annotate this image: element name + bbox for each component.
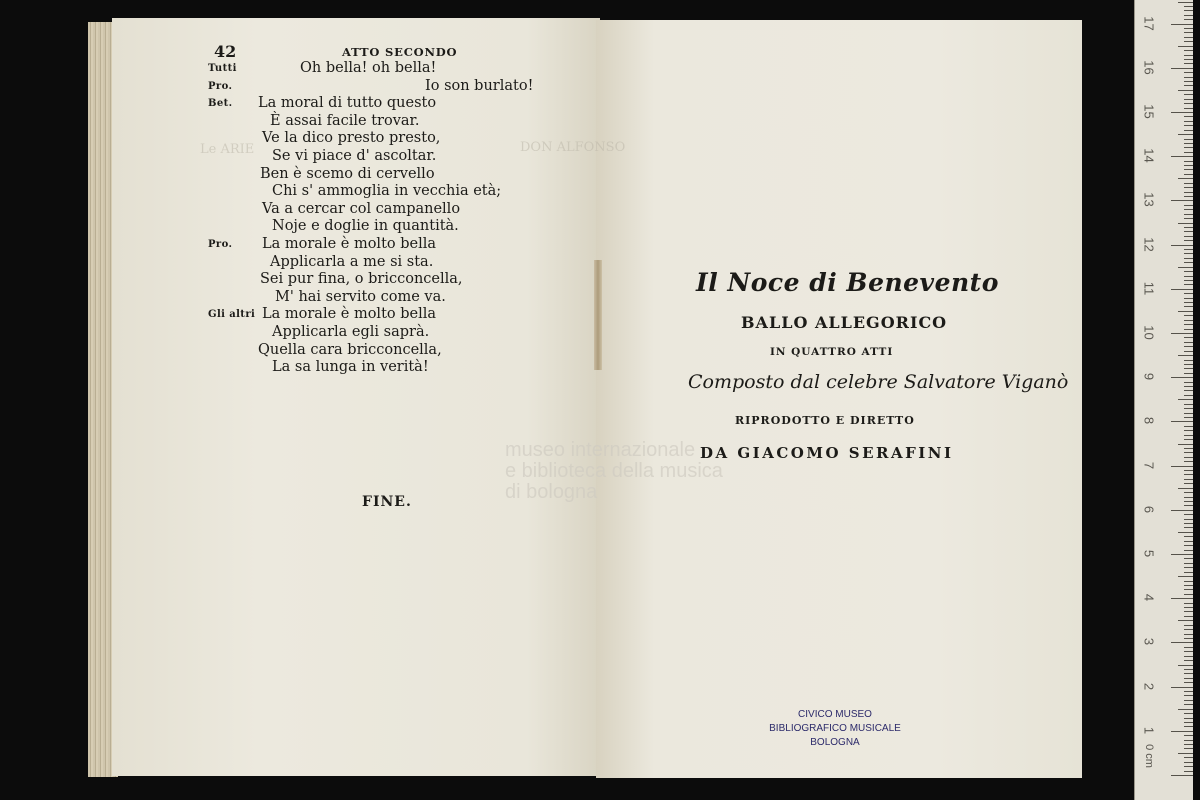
speaker-label: Pro. <box>208 80 233 92</box>
ruler-tick <box>1178 178 1193 179</box>
ruler-tick <box>1184 121 1193 122</box>
verse-line: La morale è molto bella <box>262 236 437 252</box>
verse-line: Ben è scemo di cervello <box>260 165 435 182</box>
ruler-tick <box>1184 63 1193 64</box>
ruler-tick <box>1184 249 1193 250</box>
ruler-tick <box>1184 174 1193 175</box>
running-head: ATTO SECONDO <box>342 45 458 59</box>
ruler-tick <box>1184 72 1193 73</box>
ruler-tick <box>1184 315 1193 316</box>
ruler-tick <box>1184 748 1193 749</box>
ruler-tick <box>1184 625 1193 626</box>
ruler-tick <box>1184 678 1193 679</box>
ruler-number: 2 <box>1141 682 1157 690</box>
ruler-tick <box>1184 629 1193 630</box>
ruler-tick <box>1184 59 1193 60</box>
ruler-tick <box>1184 99 1193 100</box>
ruler-tick <box>1184 757 1193 758</box>
ruler-tick <box>1184 15 1193 16</box>
ruler-tick <box>1178 311 1193 312</box>
ruler-tick <box>1184 713 1193 714</box>
ruler-tick <box>1184 227 1193 228</box>
speaker-label: Bet. <box>208 98 233 110</box>
ruler-tick <box>1184 271 1193 272</box>
stamp-line: BIBLIOGRAFICO MUSICALE <box>769 723 901 734</box>
ruler-tick <box>1184 452 1193 453</box>
ruler-tick <box>1184 284 1193 285</box>
verse-line: M' hai servito come va. <box>275 288 446 305</box>
ruler-tick <box>1184 448 1193 449</box>
ruler-tick <box>1178 134 1193 135</box>
ruler-tick <box>1184 404 1193 405</box>
ruler-tick <box>1184 408 1193 409</box>
ruler-number: 17 <box>1141 15 1157 31</box>
ruler-number: 5 <box>1141 549 1157 558</box>
ruler-tick <box>1184 656 1193 657</box>
speaker-label: Tutti <box>208 63 237 74</box>
ruler-tick <box>1184 647 1193 648</box>
ruler-tick <box>1184 541 1193 542</box>
ruler-tick <box>1184 426 1193 427</box>
ruler-tick <box>1184 483 1193 484</box>
ruler-tick <box>1184 603 1193 604</box>
ruler-tick <box>1184 395 1193 396</box>
ruler-tick <box>1178 399 1193 400</box>
ruler-number: 10 <box>1141 325 1157 340</box>
ruler-tick <box>1184 439 1193 440</box>
ruler-tick <box>1184 324 1193 325</box>
ruler-tick <box>1184 413 1193 414</box>
ruler-tick <box>1184 320 1193 321</box>
ruler-tick <box>1184 718 1193 719</box>
ruler-tick <box>1171 24 1193 25</box>
book-gutter <box>594 260 602 370</box>
ruler-tick <box>1184 161 1193 162</box>
ruler-tick <box>1171 377 1193 378</box>
ruler-tick <box>1184 616 1193 617</box>
ruler-tick <box>1178 532 1193 533</box>
ruler-tick <box>1184 253 1193 254</box>
ruler-tick <box>1184 669 1193 670</box>
stamp-line: BOLOGNA <box>810 737 860 748</box>
ruler-tick <box>1184 682 1193 683</box>
verse-line: Chi s' ammoglia in vecchia età; <box>272 183 502 200</box>
ruler-tick <box>1184 505 1193 506</box>
verse-line: Applicarla egli saprà. <box>272 324 430 340</box>
ruler-tick <box>1184 519 1193 520</box>
ruler-tick <box>1171 510 1193 511</box>
ruler-tick <box>1184 589 1193 590</box>
verse-line: Se vi piace d' ascoltar. <box>272 148 437 164</box>
ruler-tick <box>1184 523 1193 524</box>
ruler-tick <box>1184 360 1193 361</box>
watermark-line: museo internazionale <box>505 439 696 461</box>
composer-line: Composto dal celebre Salvatore Viganò <box>688 371 1069 393</box>
ruler-tick <box>1178 665 1193 666</box>
ruler-tick <box>1184 81 1193 82</box>
ruler-tick <box>1184 77 1193 78</box>
ruler-tick <box>1184 514 1193 515</box>
ruler-tick <box>1184 169 1193 170</box>
ruler-tick <box>1171 68 1193 69</box>
ruler-tick <box>1178 444 1193 445</box>
ruler-tick <box>1184 740 1193 741</box>
ruler-number: 6 <box>1141 505 1157 513</box>
ruler-tick <box>1184 735 1193 736</box>
ruler-tick <box>1184 373 1193 374</box>
ruler-tick <box>1184 130 1193 131</box>
ruler-tick <box>1184 342 1193 343</box>
ruler-tick <box>1184 457 1193 458</box>
watermark-line: di bologna <box>505 481 598 503</box>
ruler-tick <box>1184 470 1193 471</box>
ruler-tick <box>1184 704 1193 705</box>
ruler-tick <box>1178 2 1193 3</box>
ruler-tick <box>1184 306 1193 307</box>
ruler-tick <box>1184 196 1193 197</box>
ruler-tick <box>1184 558 1193 559</box>
ruler-tick <box>1184 32 1193 33</box>
ruler-tick <box>1184 550 1193 551</box>
ruler-tick <box>1184 351 1193 352</box>
ruler-tick <box>1184 461 1193 462</box>
verse-line: Io son burlato! <box>425 77 534 94</box>
ruler-tick <box>1178 267 1193 268</box>
ruler-tick <box>1184 125 1193 126</box>
ruler-number: 16 <box>1141 60 1157 75</box>
ruler-tick <box>1184 10 1193 11</box>
watermark <box>505 440 723 503</box>
ruler-tick <box>1184 744 1193 745</box>
ruler-tick <box>1184 209 1193 210</box>
ruler-tick <box>1178 90 1193 91</box>
ruler-tick <box>1171 421 1193 422</box>
ruler-tick <box>1184 116 1193 117</box>
ruler-tick <box>1184 302 1193 303</box>
ruler-tick <box>1184 585 1193 586</box>
ruler-number: 14 <box>1141 148 1157 163</box>
ruler-tick <box>1171 731 1193 732</box>
ruler-tick <box>1184 722 1193 723</box>
right-page <box>596 20 1082 778</box>
verse-line: La moral di tutto questo <box>258 95 437 112</box>
ruler-tick <box>1184 94 1193 95</box>
ruler-tick <box>1184 581 1193 582</box>
ruler-tick <box>1184 6 1193 7</box>
ruler-tick <box>1184 492 1193 493</box>
page-number: 42 <box>214 42 237 61</box>
ruler-tick <box>1184 187 1193 188</box>
ruler-tick <box>1184 386 1193 387</box>
ruler-tick <box>1171 156 1193 157</box>
ruler-tick <box>1184 479 1193 480</box>
ruler-tick <box>1171 333 1193 334</box>
ruler-tick <box>1184 19 1193 20</box>
ruler-tick <box>1178 620 1193 621</box>
ruler-tick <box>1184 192 1193 193</box>
ruler-tick <box>1171 687 1193 688</box>
measuring-ruler <box>1134 0 1193 800</box>
ruler-tick <box>1184 298 1193 299</box>
ruler-tick <box>1184 611 1193 612</box>
ruler-tick <box>1184 634 1193 635</box>
verse-line: Quella cara bricconcella, <box>258 341 442 358</box>
verse-line: La sa lunga in verità! <box>272 359 429 376</box>
ruler-number: 15 <box>1141 104 1157 119</box>
ruler-tick <box>1184 293 1193 294</box>
ruler-tick <box>1184 435 1193 436</box>
verse-line: Noje e doglie in quantità. <box>272 218 459 235</box>
ruler-tick <box>1184 205 1193 206</box>
acts-line: IN QUATTRO ATTI <box>770 346 894 358</box>
ruler-tick <box>1184 50 1193 51</box>
library-stamp <box>766 708 904 750</box>
ruler-tick <box>1184 766 1193 767</box>
ruler-number: 4 <box>1141 594 1157 602</box>
ruler-tick <box>1178 223 1193 224</box>
ruler-tick <box>1184 231 1193 232</box>
ruler-tick <box>1178 709 1193 710</box>
ruler-tick <box>1184 368 1193 369</box>
ruler-tick <box>1184 673 1193 674</box>
ruler-tick <box>1178 576 1193 577</box>
ruler-tick <box>1184 28 1193 29</box>
ruler-tick <box>1184 638 1193 639</box>
ruler-tick <box>1171 200 1193 201</box>
verse-line: La morale è molto bella <box>262 306 437 323</box>
ruler-tick <box>1171 642 1193 643</box>
ruler-tick <box>1184 152 1193 153</box>
ruler-tick <box>1178 46 1193 47</box>
ruler-tick <box>1178 753 1193 754</box>
ruler-number: 11 <box>1141 281 1157 296</box>
ruler-number: 9 <box>1141 373 1157 381</box>
end-mark: FINE. <box>362 494 412 510</box>
ruler-tick <box>1184 218 1193 219</box>
verse-line: È assai facile trovar. <box>270 112 420 129</box>
verse-line: Applicarla a me si sta. <box>270 253 434 270</box>
ruler-tick <box>1184 37 1193 38</box>
ruler-tick <box>1184 108 1193 109</box>
ruler-tick <box>1184 417 1193 418</box>
ruler-tick <box>1184 183 1193 184</box>
ruler-tick <box>1184 85 1193 86</box>
ruler-tick <box>1184 236 1193 237</box>
ruler-tick <box>1184 390 1193 391</box>
ruler-tick <box>1184 240 1193 241</box>
ruler-tick <box>1184 660 1193 661</box>
ruler-tick <box>1184 762 1193 763</box>
verse-line: Oh bella! oh bella! <box>300 60 437 76</box>
ruler-tick <box>1184 607 1193 608</box>
ruler-tick <box>1184 258 1193 259</box>
reproduced-line: RIPRODOTTO E DIRETTO <box>735 414 915 427</box>
ruler-tick <box>1184 276 1193 277</box>
ruler-tick <box>1184 651 1193 652</box>
ruler-tick <box>1184 41 1193 42</box>
show-through-text: DON ALFONSO <box>520 140 626 155</box>
ruler-tick <box>1184 700 1193 701</box>
title: Il Noce di Benevento <box>696 268 999 297</box>
ruler-tick <box>1178 355 1193 356</box>
speaker-label: Gli altri <box>208 309 256 321</box>
ruler-tick <box>1184 726 1193 727</box>
ruler-tick <box>1171 245 1193 246</box>
ruler-tick <box>1171 775 1193 776</box>
ruler-tick <box>1184 771 1193 772</box>
show-through-text: Le ARIE <box>200 142 255 157</box>
stamp-line: CIVICO MUSEO <box>798 709 872 720</box>
ruler-tick <box>1184 364 1193 365</box>
verse-line: Va a cercar col campanello <box>262 200 461 217</box>
ruler-tick <box>1184 695 1193 696</box>
ruler-tick <box>1184 337 1193 338</box>
ruler-tick <box>1184 563 1193 564</box>
watermark-line: e biblioteca della musica <box>505 460 723 482</box>
ruler-tick <box>1184 280 1193 281</box>
ruler-tick <box>1171 289 1193 290</box>
ruler-tick <box>1184 165 1193 166</box>
ruler-tick <box>1184 572 1193 573</box>
ruler-number: 7 <box>1141 461 1157 469</box>
ruler-tick <box>1184 497 1193 498</box>
ruler-tick <box>1171 466 1193 467</box>
subtitle: BALLO ALLEGORICO <box>741 313 948 332</box>
director-line: DA GIACOMO SERAFINI <box>700 444 954 462</box>
verse-line: Ve la dico presto presto, <box>262 130 441 147</box>
ruler-number: 13 <box>1141 192 1157 208</box>
ruler-tick <box>1184 545 1193 546</box>
ruler-tick <box>1184 567 1193 568</box>
ruler-tick <box>1178 488 1193 489</box>
ruler-tick <box>1184 501 1193 502</box>
ruler-tick <box>1184 382 1193 383</box>
ruler-number: 1 <box>1141 726 1157 734</box>
ruler-tick <box>1171 112 1193 113</box>
ruler-tick <box>1184 474 1193 475</box>
ruler-unit: 0 cm <box>1142 744 1155 768</box>
ruler-tick <box>1184 536 1193 537</box>
speaker-label: Pro. <box>208 239 233 250</box>
ruler-tick <box>1184 346 1193 347</box>
ruler-tick <box>1171 554 1193 555</box>
ruler-tick <box>1184 214 1193 215</box>
ruler-tick <box>1184 527 1193 528</box>
ruler-number: 8 <box>1141 417 1157 425</box>
verse-line: Sei pur fina, o bricconcella, <box>260 271 463 288</box>
ruler-tick <box>1171 598 1193 599</box>
ruler-tick <box>1184 691 1193 692</box>
ruler-tick <box>1184 329 1193 330</box>
ruler-tick <box>1184 143 1193 144</box>
ruler-number: 3 <box>1141 638 1157 646</box>
ruler-number: 12 <box>1141 236 1157 252</box>
ruler-tick <box>1184 103 1193 104</box>
ruler-tick <box>1184 430 1193 431</box>
ruler-tick <box>1184 55 1193 56</box>
ruler-tick <box>1184 594 1193 595</box>
ruler-tick <box>1184 147 1193 148</box>
ruler-tick <box>1184 139 1193 140</box>
ruler-tick <box>1184 262 1193 263</box>
